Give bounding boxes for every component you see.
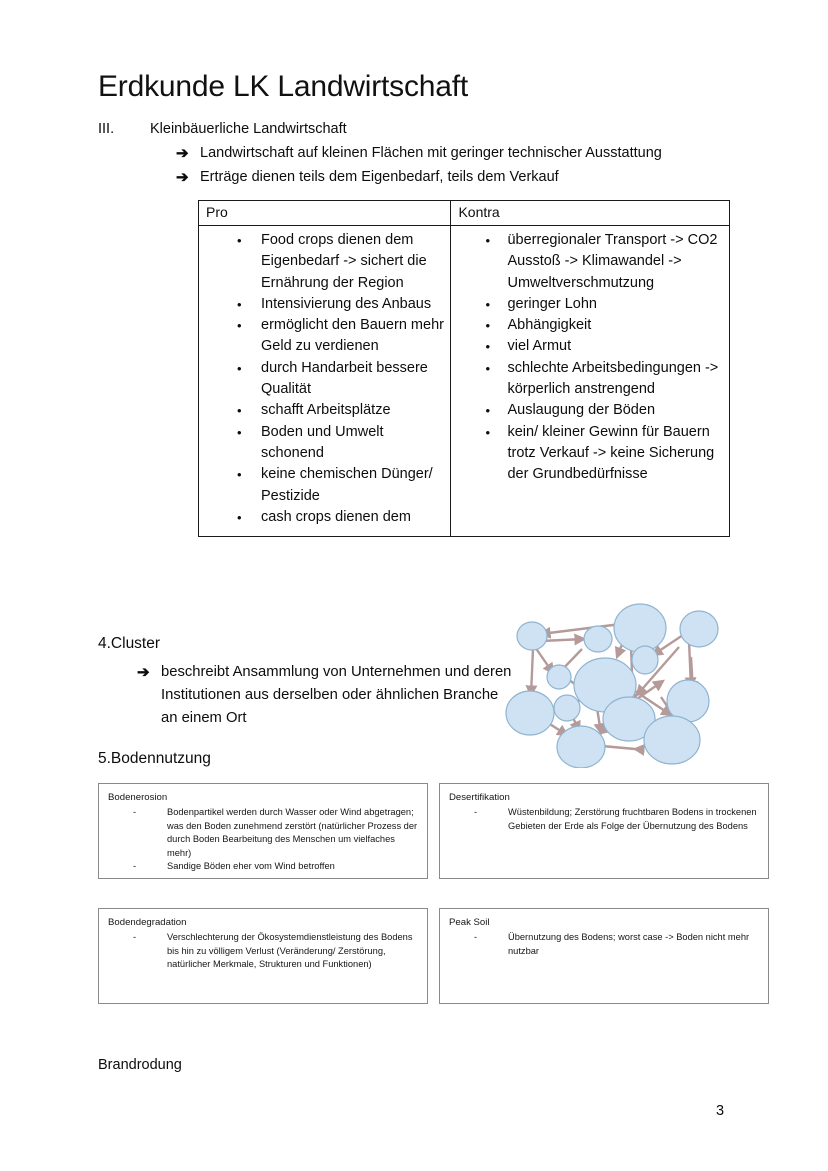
definition-list <box>449 931 760 958</box>
page-number: 3 <box>716 1103 725 1119</box>
list-item: • ermöglicht den Bauern mehr Geld zu verdienen <box>203 315 446 358</box>
definition-box-title: Bodendegradation <box>108 917 187 928</box>
cluster-network-diagram <box>505 603 730 768</box>
list-item: • schlechte Arbeitsbedingungen -> körperlich anstrengend <box>455 358 725 401</box>
kontra-list <box>455 230 725 486</box>
cluster-node <box>554 695 580 721</box>
arrow-right-icon: ➔ <box>176 169 189 186</box>
list-item: • schafft Arbeitsplätze <box>203 400 446 421</box>
page-title: Erdkunde LK Landwirtschaft <box>98 70 469 104</box>
cluster-node <box>680 611 718 647</box>
table-header-row <box>199 201 730 226</box>
cluster-bullet-text: beschreibt Ansammlung von Unternehmen und deren Institutionen aus derselben oder ähnlichen Branche an einem Ort <box>161 664 512 726</box>
outline-numeral: III. <box>98 121 115 137</box>
section-heading-bodennutzung: 5.Bodennutzung <box>98 750 211 767</box>
cluster-node-group <box>506 604 718 768</box>
outline-section-iii <box>98 119 758 188</box>
list-item: • Boden und Umwelt schonend <box>203 422 446 465</box>
definition-box-desertifikation <box>439 783 769 879</box>
cluster-node <box>584 626 612 652</box>
cluster-node <box>506 691 554 735</box>
definition-box-peak-soil <box>439 908 769 1004</box>
outline-heading-text: Kleinbäuerliche Landwirtschaft <box>150 121 347 137</box>
outline-bullet-1-text: Landwirtschaft auf kleinen Flächen mit geringer technischer Ausstattung <box>200 145 662 161</box>
cluster-node <box>547 665 571 689</box>
pro-contra-table <box>198 200 730 537</box>
pro-list <box>203 230 446 528</box>
outline-bullet-2 <box>176 167 758 188</box>
cluster-node <box>632 646 658 674</box>
list-item: - Sandige Böden eher vom Wind betroffen <box>108 860 419 874</box>
cluster-node <box>644 716 700 764</box>
list-item: • keine chemischen Dünger/ Pestizide <box>203 464 446 507</box>
list-item: • cash crops dienen dem <box>203 507 446 528</box>
list-item: • Food crops dienen dem Eigenbedarf -> sichert die Ernährung der Region <box>203 230 446 294</box>
list-item: - Verschlechterung der Ökosystemdienstleistung des Bodens bis hin zu völligem Verlust (Veränderung/ Zerstörung, natürlicher Merkmale, Strukturen und Funktionen) <box>108 931 419 972</box>
definition-box-bodendegradation <box>98 908 428 1004</box>
list-item: - Wüstenbildung; Zerstörung fruchtbaren Bodens in trockenen Gebieten der Erde als Folge der Übernutzung des Bodens <box>449 806 760 833</box>
list-item: • Auslaugung der Böden <box>455 400 725 421</box>
list-item: • viel Armut <box>455 336 725 357</box>
definition-box-title: Bodenerosion <box>108 792 168 803</box>
cluster-diagram-svg <box>505 603 730 768</box>
arrow-right-icon: ➔ <box>176 145 189 162</box>
outline-heading-row <box>98 119 758 140</box>
list-item: • Intensivierung des Anbaus <box>203 294 446 315</box>
outline-bullet-2-text: Erträge dienen teils dem Eigenbedarf, teils dem Verkauf <box>200 169 559 185</box>
arrow-right-icon: ➔ <box>137 664 150 681</box>
cluster-bullet <box>137 661 518 730</box>
definition-list <box>108 931 419 972</box>
definition-box-title: Desertifikation <box>449 792 510 803</box>
list-item: • geringer Lohn <box>455 294 725 315</box>
cluster-node <box>517 622 547 650</box>
column-header-kontra: Kontra <box>451 201 730 226</box>
section-body-cluster <box>98 661 518 730</box>
cluster-node <box>557 726 605 768</box>
cell-kontra <box>451 226 730 537</box>
definition-list <box>449 806 760 833</box>
list-item: • kein/ kleiner Gewinn für Bauern trotz Verkauf -> keine Sicherung der Grundbedürfnisse <box>455 422 725 486</box>
table-row <box>199 226 730 537</box>
definition-box-title: Peak Soil <box>449 917 490 928</box>
definition-box-bodenerosion <box>98 783 428 879</box>
cluster-node <box>614 604 666 652</box>
column-header-pro: Pro <box>199 201 451 226</box>
cell-pro <box>199 226 451 537</box>
outline-bullet-1 <box>176 143 758 164</box>
definition-list <box>108 806 419 874</box>
brandrodung-heading: Brandrodung <box>98 1057 182 1073</box>
section-heading-cluster: 4.Cluster <box>98 635 161 652</box>
list-item: • durch Handarbeit bessere Qualität <box>203 358 446 401</box>
list-item: - Übernutzung des Bodens; worst case -> Boden nicht mehr nutzbar <box>449 931 760 958</box>
list-item: • überregionaler Transport -> CO2 Ausstoß -> Klimawandel -> Umweltverschmutzung <box>455 230 725 294</box>
list-item: • Abhängigkeit <box>455 315 725 336</box>
list-item: - Bodenpartikel werden durch Wasser oder Wind abgetragen; was den Boden zunehmend zerstört (natürlicher Prozess der durch Boden Bearbeitung des Menschen um vielfaches mehr) <box>108 806 419 860</box>
